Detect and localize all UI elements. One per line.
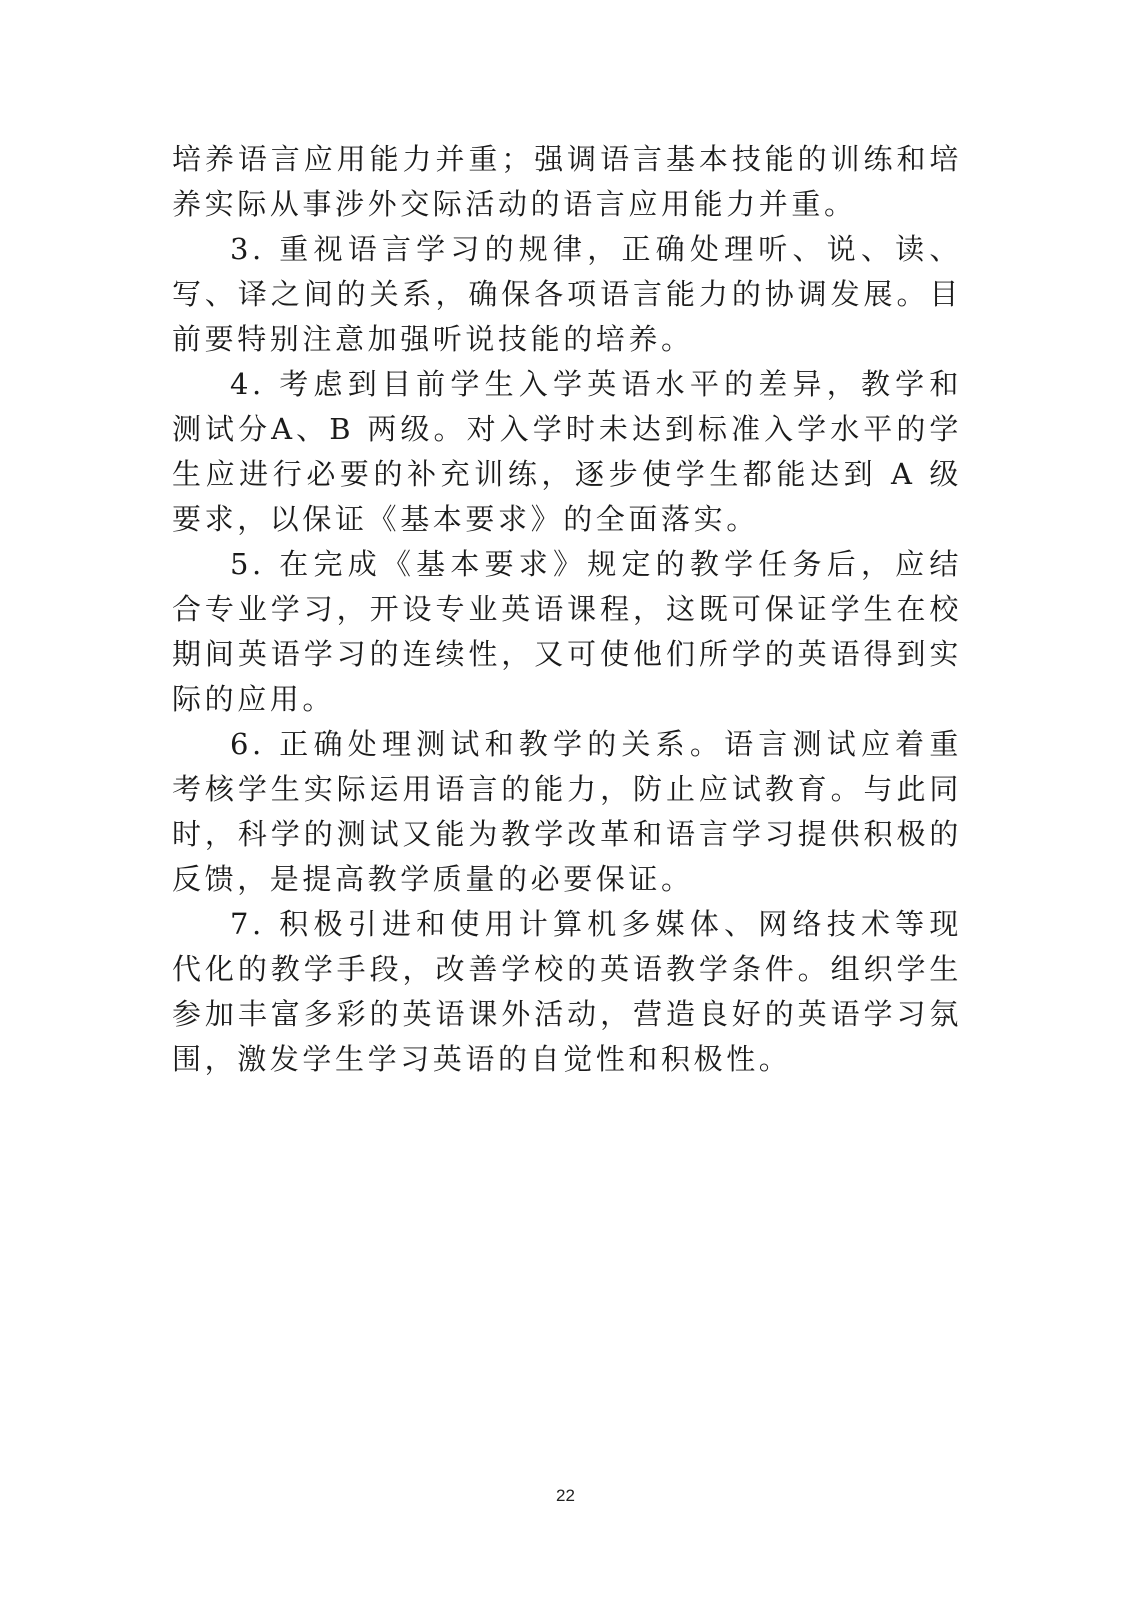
paragraph-item-7: 7. 积极引进和使用计算机多媒体、网络技术等现代化的教学手段，改善学校的英语教学条件。组织学生参加丰富多彩的英语课外活动，营造良好的英语学习氛围，激发学生学习英语的自觉性和积极性。: [172, 907, 962, 1076]
paragraph-item-6: 6. 正确处理测试和教学的关系。语言测试应着重考核学生实际运用语言的能力，防止应试教育。与此同时，科学的测试又能为教学改革和语言学习提供积极的反馈，是提高教学质量的必要保证。: [172, 727, 962, 896]
body-text: [172, 137, 962, 1082]
paragraph-continuation: 培养语言应用能力并重；强调语言基本技能的训练和培养实际从事涉外交际活动的语言应用能力并重。: [172, 142, 962, 221]
paragraph-item-5: 5. 在完成《基本要求》规定的教学任务后，应结合专业学习，开设专业英语课程，这既可保证学生在校期间英语学习的连续性，又可使他们所学的英语得到实际的应用。: [172, 547, 962, 716]
page-number: 22: [556, 1486, 575, 1505]
paragraph-item-4: 4. 考虑到目前学生入学英语水平的差异，教学和测试分A、B 两级。对入学时未达到标准入学水平的学生应进行必要的补充训练，逐步使学生都能达到 A 级要求，以保证《基本要求》的全面落实。: [172, 367, 962, 536]
paragraph-item-3: 3. 重视语言学习的规律，正确处理听、说、读、写、译之间的关系，确保各项语言能力的协调发展。目前要特别注意加强听说技能的培养。: [172, 232, 962, 356]
